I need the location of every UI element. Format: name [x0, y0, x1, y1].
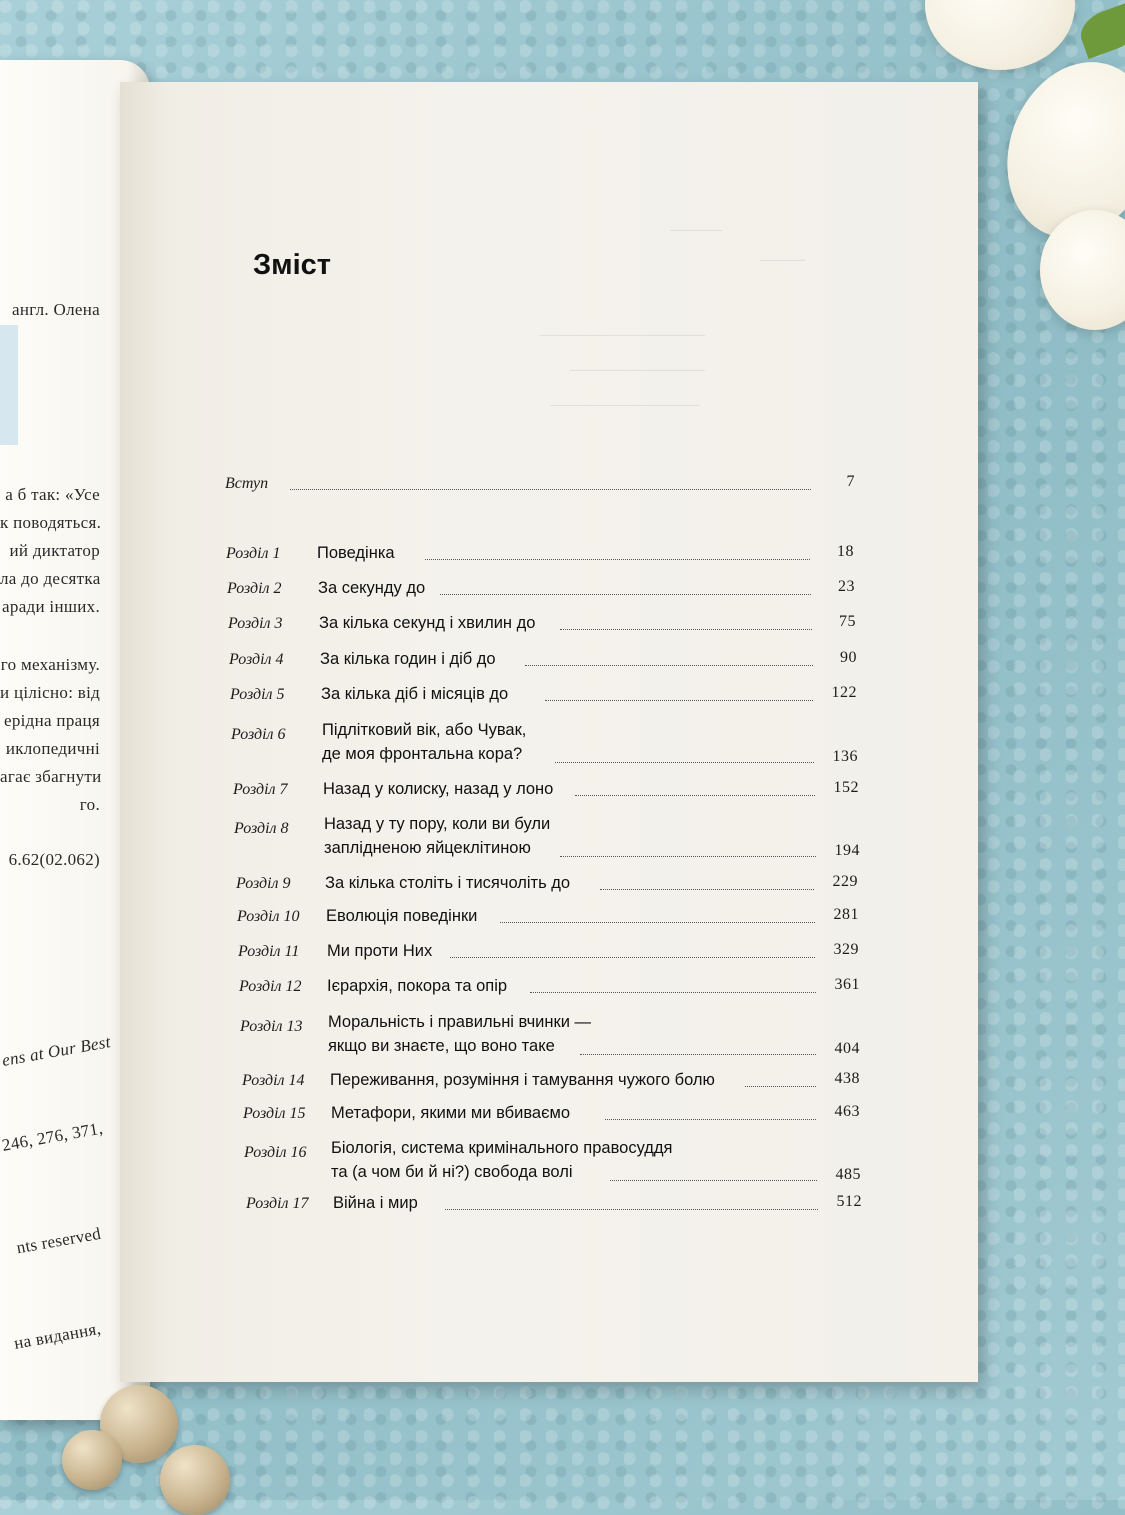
toc-entry-chapter[interactable]	[246, 1195, 862, 1225]
toc-chapter-title-line: За кілька століть і тисячоліть до	[325, 874, 571, 892]
bleed-through-text: ______	[760, 247, 805, 263]
toc-entry-chapter[interactable]	[239, 978, 860, 1008]
toc-chapter-title-line: Ієрархія, покора та опір	[327, 977, 508, 995]
toc-dot-leader	[450, 957, 815, 958]
toc-chapter-title	[323, 777, 553, 801]
toc-page-number: 7	[846, 473, 855, 490]
left-page-text-line: 246, 276, 371,	[0, 1118, 105, 1155]
bleed-through-text: __________________	[570, 357, 705, 373]
left-page-text-line: на видання,	[12, 1318, 103, 1353]
toc-chapter-title-line: Назад у ту пору, коли ви були	[324, 815, 551, 833]
toc-chapter-label: Вступ	[225, 475, 269, 492]
toc-chapter-title-line: заплідненою яйцеклітиною	[324, 839, 531, 857]
bead-decoration	[160, 1445, 230, 1515]
toc-page-number: 463	[834, 1103, 860, 1120]
bleed-through-text: ____________________	[550, 392, 700, 408]
toc-page-number: 485	[835, 1166, 861, 1183]
toc-entry-chapter[interactable]	[229, 651, 857, 681]
toc-chapter-title-line: де моя фронтальна кора?	[322, 745, 523, 763]
toc-dot-leader	[290, 489, 811, 490]
left-page-text-line: го.	[79, 795, 100, 814]
toc-chapter-title-line: Назад у колиску, назад у лоно	[323, 780, 554, 798]
toc-chapter-title-line: За кілька секунд і хвилин до	[319, 614, 536, 632]
toc-chapter-label: Розділ 12	[239, 978, 302, 995]
toc-dot-leader	[575, 795, 815, 796]
toc-page-number: 152	[833, 779, 859, 796]
toc-chapter-title-line: Ми проти Них	[327, 942, 433, 960]
toc-entry-intro[interactable]	[225, 475, 855, 505]
toc-page-number: 122	[831, 684, 857, 701]
toc-chapter-label: Розділ 4	[229, 651, 284, 668]
toc-page-number: 194	[834, 842, 860, 859]
toc-entry-chapter[interactable]	[243, 1105, 860, 1135]
left-page-text-line: агає збагнути	[0, 767, 102, 786]
toc-entry-chapter[interactable]	[237, 908, 859, 938]
left-page-text-line: иклопедичні	[5, 739, 100, 758]
toc-entry-chapter[interactable]	[230, 686, 857, 716]
toc-chapter-label: Розділ 15	[243, 1105, 306, 1122]
toc-entry-chapter[interactable]	[231, 722, 858, 782]
toc-page-number: 90	[840, 649, 857, 666]
toc-chapter-label: Розділ 10	[237, 908, 300, 925]
toc-dot-leader	[545, 700, 813, 701]
toc-entry-chapter[interactable]	[233, 781, 859, 811]
bead-decoration	[62, 1430, 122, 1490]
toc-dot-leader	[500, 922, 815, 923]
toc-chapter-title	[326, 904, 477, 928]
toc-chapter-title	[331, 1101, 570, 1125]
toc-chapter-title	[330, 1068, 715, 1092]
toc-dot-leader	[440, 594, 811, 595]
left-page-text-line: ens at Our Best	[0, 1032, 112, 1070]
toc-chapter-label: Розділ 11	[238, 943, 300, 960]
left-page-blue-block	[0, 325, 18, 445]
left-page-text-line: nts reserved	[15, 1223, 103, 1258]
page-title: Зміст	[253, 249, 332, 281]
toc-entry-chapter[interactable]	[234, 816, 860, 876]
toc-entry-chapter[interactable]	[238, 943, 859, 973]
toc-dot-leader	[610, 1180, 817, 1181]
toc-dot-leader	[560, 856, 816, 857]
toc-dot-leader	[580, 1054, 816, 1055]
toc-chapter-label: Розділ 14	[242, 1072, 305, 1089]
toc-page-number: 438	[834, 1070, 860, 1087]
toc-page-number: 329	[833, 941, 859, 958]
toc-dot-leader	[600, 889, 814, 890]
toc-page-number: 75	[839, 613, 856, 630]
left-page-text-line: а б так: «Усе	[5, 485, 100, 504]
toc-chapter-title	[322, 718, 526, 766]
toc-page-number: 18	[837, 543, 854, 560]
toc-page-number: 229	[832, 873, 858, 890]
left-page-text-line: ерідна праця	[4, 711, 100, 730]
toc-entry-chapter[interactable]	[226, 545, 854, 575]
left-page-text-line: 6.62(02.062)	[8, 850, 100, 869]
toc-chapter-title	[325, 871, 570, 895]
toc-dot-leader	[555, 762, 814, 763]
left-page-text-line: аради інших.	[2, 597, 100, 616]
toc-chapter-label: Розділ 9	[236, 875, 291, 892]
toc-entry-chapter[interactable]	[240, 1014, 860, 1074]
left-page-text-line: англ. Олена	[12, 300, 100, 319]
toc-chapter-label: Розділ 13	[240, 1018, 303, 1035]
toc-chapter-title-line: Підлітковий вік, або Чувак,	[322, 721, 527, 739]
toc-page-number: 512	[836, 1193, 862, 1210]
toc-chapter-title	[320, 647, 496, 671]
toc-chapter-title-line: Моральність і правильні вчинки —	[328, 1013, 592, 1031]
toc-dot-leader	[605, 1119, 816, 1120]
toc-page-number: 404	[834, 1040, 860, 1057]
toc-chapter-title	[328, 1010, 591, 1058]
toc-dot-leader	[530, 992, 816, 993]
toc-chapter-title-line: та (а чом би й ні?) свобода волі	[331, 1163, 573, 1181]
toc-chapter-title-line: Поведінка	[317, 544, 395, 562]
toc-chapter-title-line: За секунду до	[318, 579, 426, 597]
flower-decoration	[925, 0, 1075, 70]
toc-dot-leader	[560, 629, 812, 630]
toc-chapter-title-line: Переживання, розуміння і тамування чужого болю	[330, 1071, 715, 1089]
toc-chapter-title	[324, 812, 550, 860]
toc-chapter-label: Розділ 6	[231, 726, 286, 743]
left-page-text-line: к поводяться.	[0, 513, 102, 532]
toc-chapter-title	[319, 611, 535, 635]
toc-chapter-title	[333, 1191, 418, 1215]
toc-chapter-title	[318, 576, 425, 600]
toc-dot-leader	[525, 665, 813, 666]
left-page-text-line: го механізму.	[0, 655, 100, 674]
toc-chapter-title-line: Війна і мир	[333, 1194, 418, 1212]
toc-chapter-label: Розділ 5	[230, 686, 285, 703]
toc-chapter-title	[317, 541, 395, 565]
toc-entry-chapter[interactable]	[228, 615, 856, 645]
toc-chapter-label: Розділ 17	[246, 1195, 309, 1212]
toc-chapter-title-line: За кілька годин і діб до	[320, 650, 496, 668]
left-page-text-line: ла до десятка	[0, 569, 101, 588]
left-page-text-line: и цілісно: від	[0, 683, 101, 702]
toc-chapter-title-line: Еволюція поведінки	[326, 907, 478, 925]
toc-chapter-label: Розділ 1	[226, 545, 281, 562]
toc-chapter-label: Розділ 3	[228, 615, 283, 632]
toc-entry-chapter[interactable]	[236, 875, 858, 905]
toc-chapter-title-line: Метафори, якими ми вбиваємо	[331, 1104, 571, 1122]
bleed-through-text: _______	[670, 217, 723, 233]
toc-page-number: 281	[833, 906, 859, 923]
toc-chapter-title-line: За кілька діб і місяців до	[321, 685, 509, 703]
toc-chapter-label: Розділ 16	[244, 1144, 307, 1161]
bleed-through-text: ______________________	[540, 322, 705, 338]
toc-dot-leader	[425, 559, 810, 560]
toc-page-number: 136	[832, 748, 858, 765]
left-page-text-line: ий диктатор	[9, 541, 100, 560]
toc-chapter-label: Розділ 2	[227, 580, 282, 597]
toc-dot-leader	[745, 1086, 816, 1087]
toc-chapter-title-line: Біологія, система кримінального правосуддя	[331, 1139, 673, 1157]
toc-page-number: 361	[834, 976, 860, 993]
toc-dot-leader	[445, 1209, 818, 1210]
toc-chapter-title-line: якщо ви знаєте, що воно таке	[328, 1037, 555, 1055]
toc-chapter-label: Розділ 7	[233, 781, 288, 798]
toc-chapter-title	[321, 682, 508, 706]
leaf-decoration	[1075, 1, 1125, 59]
toc-entry-chapter[interactable]	[242, 1072, 860, 1102]
toc-chapter-title	[327, 939, 432, 963]
toc-entry-chapter[interactable]	[227, 580, 855, 610]
toc-page-number: 23	[838, 578, 855, 595]
toc-chapter-title	[327, 974, 507, 998]
toc-chapter-label: Розділ 8	[234, 820, 289, 837]
toc-chapter-title	[331, 1136, 672, 1184]
